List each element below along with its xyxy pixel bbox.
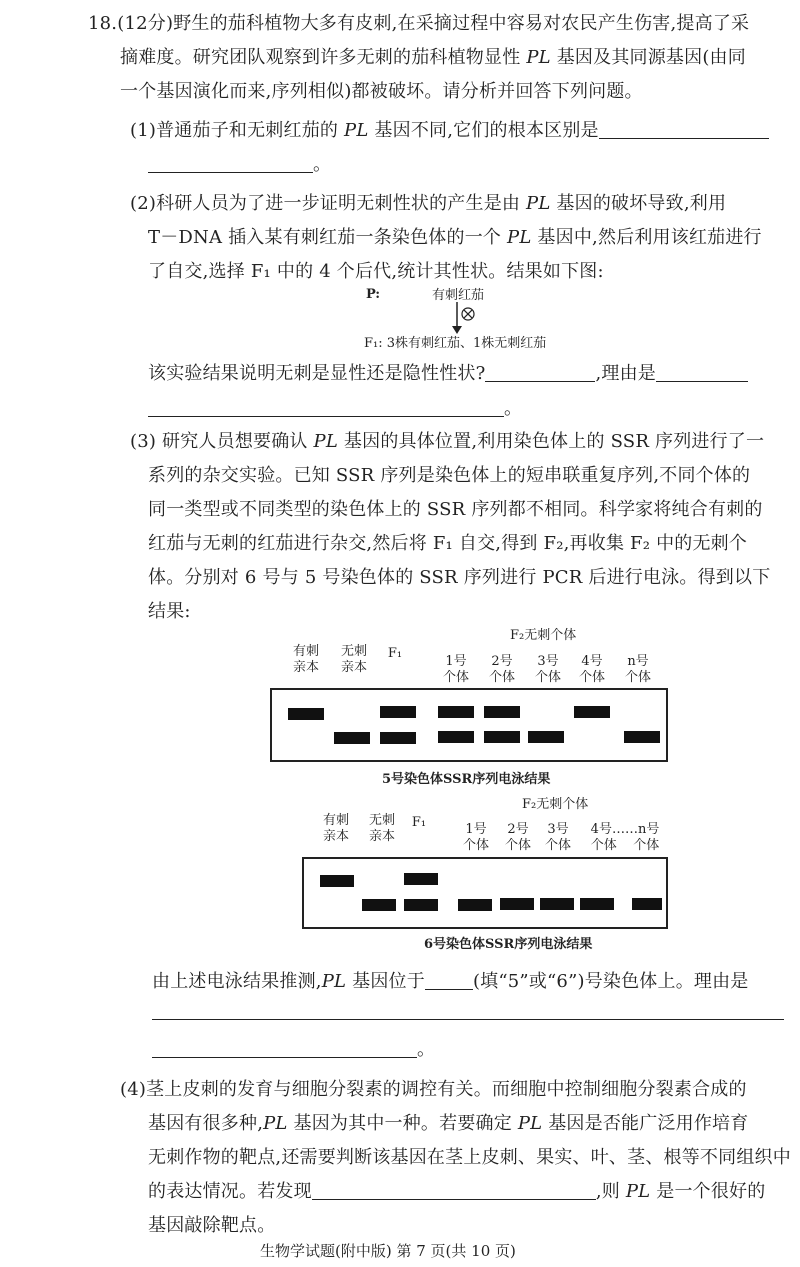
part3-question-line xyxy=(152,965,749,999)
gel-band xyxy=(484,731,520,743)
gel-band xyxy=(528,731,564,743)
gel-band xyxy=(380,706,416,718)
gel-band xyxy=(362,899,396,911)
part1-line-2 xyxy=(148,148,331,182)
part4-text-2b: 基因为其中一种。若要确定 xyxy=(287,1113,518,1134)
part4-line-5: 基因敲除靶点。 xyxy=(148,1215,276,1236)
gene-name: PL xyxy=(507,227,532,248)
part3-question-text-c: (填“5”或“6”)号染色体上。理由是 xyxy=(472,971,749,992)
question-points: (12分) xyxy=(117,13,174,34)
part2-text-1b: 基因的破坏导致,利用 xyxy=(550,193,727,214)
part3-question-text-b: 基因位于 xyxy=(346,971,425,992)
gel5-lane-label: n号 个体 xyxy=(624,654,651,685)
gel-band xyxy=(438,731,474,743)
answer-blank[interactable] xyxy=(148,396,504,417)
part1-text-b: 基因不同,它们的根本区别是 xyxy=(368,120,599,141)
part4-line-1: (4)茎上皮刺的发育与细胞分裂素的调控有关。而细胞中控制细胞分裂素合成的 xyxy=(120,1079,747,1100)
gel-band xyxy=(632,898,662,910)
part3-line-4: 红茄与无刺的红茄进行杂交,然后将 F₁ 自交,得到 F₂,再收集 F₂ 中的无刺个 xyxy=(148,533,748,554)
part4-text-2c: 基因是否能广泛用作培育 xyxy=(542,1113,749,1134)
part3-line-1 xyxy=(130,425,764,459)
part2-reason-text: ,理由是 xyxy=(595,363,656,384)
part2-answer-line xyxy=(148,392,522,426)
part3-line-6: 结果: xyxy=(148,601,191,622)
gel-band xyxy=(624,731,660,743)
part2-text-2b: 基因中,然后利用该红茄进行 xyxy=(531,227,762,248)
gel-band xyxy=(500,898,534,910)
gel6-lane-label: 4号……n号 个体 个体 xyxy=(590,822,660,853)
gel-band xyxy=(540,898,574,910)
period: 。 xyxy=(313,154,332,175)
answer-blank[interactable] xyxy=(656,361,748,382)
part2-question-line xyxy=(148,357,748,391)
gel-band xyxy=(380,732,416,744)
gel-band xyxy=(404,873,438,885)
gel5-caption: 5号染色体SSR序列电泳结果 xyxy=(382,772,551,787)
question-intro-line-3: 一个基因演化而来,序列相似)都被破坏。请分析并回答下列问题。 xyxy=(120,81,643,102)
part2-line-3: 了自交,选择 F₁ 中的 4 个后代,统计其性状。结果如下图: xyxy=(148,261,604,282)
part3-question-text-a: 由上述电泳结果推测, xyxy=(152,971,322,992)
answer-blank[interactable] xyxy=(312,1179,596,1200)
cross-parent-label: 有刺红茄 xyxy=(432,288,485,303)
selfing-arrow-icon xyxy=(448,300,478,336)
gel-band xyxy=(574,706,610,718)
gel6-lane-label: 无刺 亲本 xyxy=(368,813,395,844)
gel6-caption: 6号染色体SSR序列电泳结果 xyxy=(424,937,593,952)
question-intro-line-2 xyxy=(120,41,746,75)
part3-line-3: 同一类型或不同类型的染色体上的 SSR 序列都不相同。科学家将纯合有刺的 xyxy=(148,499,763,520)
gel5-lane-label: 4号 个体 xyxy=(578,654,605,685)
period: 。 xyxy=(417,1039,436,1060)
answer-line[interactable] xyxy=(152,1019,784,1020)
part3-text-1a: (3) 研究人员想要确认 xyxy=(130,431,314,452)
gel-band xyxy=(334,732,370,744)
gel5-group-label: F₂无刺个体 xyxy=(510,628,577,643)
part4-text-2a: 基因有很多种, xyxy=(148,1113,264,1134)
gel6-lane-label: 有刺 亲本 xyxy=(322,813,349,844)
gel-band xyxy=(458,899,492,911)
part3-answer-line xyxy=(152,1033,435,1067)
part2-text-2a: T－DNA 插入某有刺红茄一条染色体的一个 xyxy=(148,227,508,248)
part3-line-2: 系列的杂交实验。已知 SSR 序列是染色体上的短串联重复序列,不同个体的 xyxy=(148,465,751,486)
part2-line-2 xyxy=(148,221,762,255)
gel5-lane-label: 3号 个体 xyxy=(534,654,561,685)
intro-text-2b: 基因及其同源基因(由同 xyxy=(550,47,746,68)
gene-name: PL xyxy=(526,47,551,68)
question-intro-line-1 xyxy=(88,7,749,41)
gene-name: PL xyxy=(517,1113,543,1134)
gene-name: PL xyxy=(625,1181,651,1202)
part4-line-4 xyxy=(148,1175,765,1209)
gel6-lane-label: 2号 个体 xyxy=(504,822,531,853)
gel6-lane-label: 1号 个体 xyxy=(462,822,489,853)
part3-text-1b: 基因的具体位置,利用染色体上的 SSR 序列进行了一 xyxy=(338,431,765,452)
part4-line-3: 无刺作物的靶点,还需要判断该基因在茎上皮刺、果实、叶、茎、根等不同组织中 xyxy=(148,1147,791,1168)
gel-band xyxy=(404,899,438,911)
part2-line-1 xyxy=(130,187,726,221)
gel-band xyxy=(288,708,324,720)
page-footer: 生物学试题(附中版) 第 7 页(共 10 页) xyxy=(260,1242,516,1260)
cross-p-label: P: xyxy=(366,287,381,302)
gene-name: PL xyxy=(263,1113,288,1134)
period: 。 xyxy=(504,398,523,419)
part1-line-1 xyxy=(130,114,769,148)
cross-f1-result: F₁: 3株有刺红茄、1株无刺红茄 xyxy=(364,336,547,351)
gel6-box xyxy=(302,857,668,929)
part2-text-1a: (2)科研人员为了进一步证明无刺性状的产生是由 xyxy=(130,193,527,214)
part4-text-4b: ,则 xyxy=(595,1181,626,1202)
gel5-lane-label: 1号 个体 xyxy=(442,654,469,685)
gel5-lane-label: 2号 个体 xyxy=(488,654,515,685)
gel-band xyxy=(580,898,614,910)
answer-blank[interactable] xyxy=(148,152,313,173)
gel-band xyxy=(320,875,354,887)
gel6-lane-label: F₁ xyxy=(411,815,427,830)
gel-band xyxy=(484,706,520,718)
answer-blank[interactable] xyxy=(152,1037,417,1058)
intro-text-1: 野生的茄科植物大多有皮刺,在采摘过程中容易对农民产生伤害,提高了采 xyxy=(173,13,750,34)
gel5-lane-label: 有刺 亲本 xyxy=(292,644,319,675)
gel5-box xyxy=(270,688,668,762)
part4-line-2 xyxy=(148,1107,748,1141)
part1-text-a: (1)普通茄子和无刺红茄的 xyxy=(130,120,345,141)
part2-question-text: 该实验结果说明无刺是显性还是隐性性状? xyxy=(148,363,486,384)
gene-name: PL xyxy=(321,971,347,992)
part4-text-4a: 的表达情况。若发现 xyxy=(148,1181,312,1202)
question-number: 18. xyxy=(88,13,118,34)
gel5-lane-label: 无刺 亲本 xyxy=(340,644,367,675)
gel6-lane-label: 3号 个体 xyxy=(544,822,571,853)
intro-text-2a: 摘难度。研究团队观察到许多无刺的茄科植物显性 xyxy=(120,47,527,68)
answer-blank[interactable] xyxy=(425,969,473,990)
answer-blank[interactable] xyxy=(485,361,595,382)
gene-name: PL xyxy=(313,431,339,452)
answer-blank[interactable] xyxy=(599,118,769,139)
gel6-group-label: F₂无刺个体 xyxy=(522,797,589,812)
part4-text-4c: 是一个很好的 xyxy=(650,1181,766,1202)
gel-band xyxy=(438,706,474,718)
part3-line-5: 体。分别对 6 号与 5 号染色体的 SSR 序列进行 PCR 后进行电泳。得到以下 xyxy=(148,567,771,588)
gene-name: PL xyxy=(526,193,551,214)
gene-name: PL xyxy=(344,120,369,141)
gel5-lane-label: F₁ xyxy=(387,646,403,661)
